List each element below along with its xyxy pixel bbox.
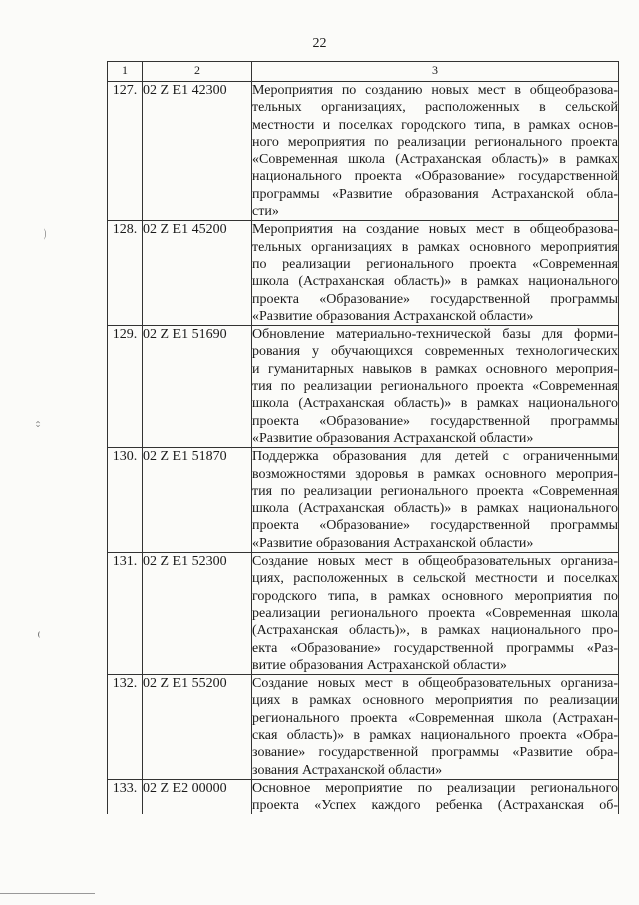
description-line: проекта «Успех каждого ребенка (Астраханская об- [252, 798, 618, 814]
row-description [252, 553, 619, 675]
row-code: 02 Z E1 51870 [143, 448, 252, 553]
scan-margin-mark: ⌣ [33, 630, 46, 639]
description-line: витие образования Астраханской области» [252, 657, 507, 673]
row-number: 127. [108, 82, 143, 221]
row-number: 133. [108, 779, 143, 814]
description-line: проекта «Образование» государственной программы [252, 518, 618, 534]
row-code: 02 Z E1 52300 [143, 553, 252, 675]
table-row [108, 675, 619, 780]
description-line: ного мероприятия по реализации регионального проекта [252, 134, 618, 150]
table-row [108, 326, 619, 448]
description-line: Мероприятия по созданию новых мест в общеобразова- [252, 83, 618, 98]
description-line: «Современная школа (Астраханская область)» в рамках [252, 152, 618, 168]
description-line: по реализации регионального проекта «Современная [252, 256, 618, 272]
description-line: (Астраханская область)», в рамках национального про- [252, 623, 618, 639]
description-line: тия по реализации регионального проекта «Современная [252, 483, 618, 499]
row-description [252, 326, 619, 448]
footer-rule [0, 893, 95, 894]
description-line: Поддержка образования для детей с ограниченными [252, 449, 618, 465]
row-number: 128. [108, 221, 143, 326]
column-header-code: 2 [143, 62, 252, 82]
description-line: городского типа, в рамках основного мероприятия по [252, 588, 618, 604]
description-line: проекта «Образование» государственной программы [252, 291, 618, 307]
row-number: 130. [108, 448, 143, 553]
row-code: 02 Z E2 00000 [143, 779, 252, 814]
description-line: циях, расположенных в сельской местности и поселках [252, 571, 618, 587]
table-row [108, 779, 619, 814]
column-header-number: 1 [108, 62, 143, 82]
description-line: программы «Развитие образования Астраханской обла- [252, 186, 618, 202]
description-line: сти» [252, 204, 279, 220]
scan-margin-mark: ⌒ [33, 228, 46, 240]
description-line: тельных организациях в рамках основного мероприятия [252, 239, 618, 255]
row-description [252, 221, 619, 326]
description-line: национального проекта «Образование» государственной [252, 169, 618, 185]
row-number: 129. [108, 326, 143, 448]
table-row [108, 553, 619, 675]
row-code: 02 Z E1 45200 [143, 221, 252, 326]
description-line: екта «Образование» государственной программы «Раз- [252, 640, 618, 656]
description-line: тельных организациях, расположенных в сельской [252, 100, 618, 116]
page-number: 22 [312, 36, 327, 51]
description-line: Обновление материально-технической базы для форми- [252, 327, 618, 343]
description-line: «Развитие образования Астраханской области» [252, 535, 534, 551]
description-line: Основное мероприятие по реализации регионального [252, 780, 618, 796]
description-line: рования у обучающихся современных технологических [252, 344, 618, 360]
scan-margin-mark: ‹› [32, 420, 45, 428]
budget-classification-table [107, 61, 619, 814]
description-line: тия по реализации регионального проекта «Современная [252, 379, 618, 395]
description-line: проекта «Образование» государственной программы [252, 413, 618, 429]
description-line: «Развитие образования Астраханской области» [252, 308, 534, 324]
row-code: 02 Z E1 55200 [143, 675, 252, 780]
row-code: 02 Z E1 51690 [143, 326, 252, 448]
description-line: зования Астраханской области» [252, 762, 443, 778]
description-line: «Развитие образования Астраханской области» [252, 430, 534, 446]
table-row [108, 221, 619, 326]
row-number: 131. [108, 553, 143, 675]
table-row [108, 82, 619, 221]
row-code: 02 Z E1 42300 [143, 82, 252, 221]
description-line: местности и поселках городского типа, в рамках основ- [252, 117, 618, 133]
row-description [252, 779, 619, 814]
description-line: Создание новых мест в общеобразовательных организа- [252, 554, 618, 570]
description-line: школа (Астраханская область)» в рамках национального [252, 501, 618, 517]
description-line: реализации регионального проекта «Современная школа [252, 605, 618, 621]
table-row [108, 448, 619, 553]
description-line: Создание новых мест в общеобразовательных организа- [252, 676, 618, 692]
row-description [252, 82, 619, 221]
description-line: циях в рамках основного мероприятия по реализации [252, 693, 618, 709]
description-line: зование» государственной программы «Развитие обра- [252, 745, 618, 761]
description-line: ская область)» в рамках национального проекта «Обра- [252, 727, 618, 743]
row-description [252, 448, 619, 553]
column-header-description: 3 [252, 62, 619, 82]
row-description [252, 675, 619, 780]
description-line: школа (Астраханская область)» в рамках национального [252, 274, 618, 290]
description-line: регионального проекта «Современная школа (Астрахан- [252, 710, 618, 726]
description-line: и гуманитарных навыков в рамках основного мероприя- [252, 361, 618, 377]
description-line: школа (Астраханская область)» в рамках национального [252, 396, 618, 412]
row-number: 132. [108, 675, 143, 780]
description-line: возможностями здоровья в рамках основного мероприя- [252, 466, 618, 482]
description-line: Мероприятия на создание новых мест в общеобразова- [252, 222, 618, 238]
table-header-row [108, 62, 619, 82]
